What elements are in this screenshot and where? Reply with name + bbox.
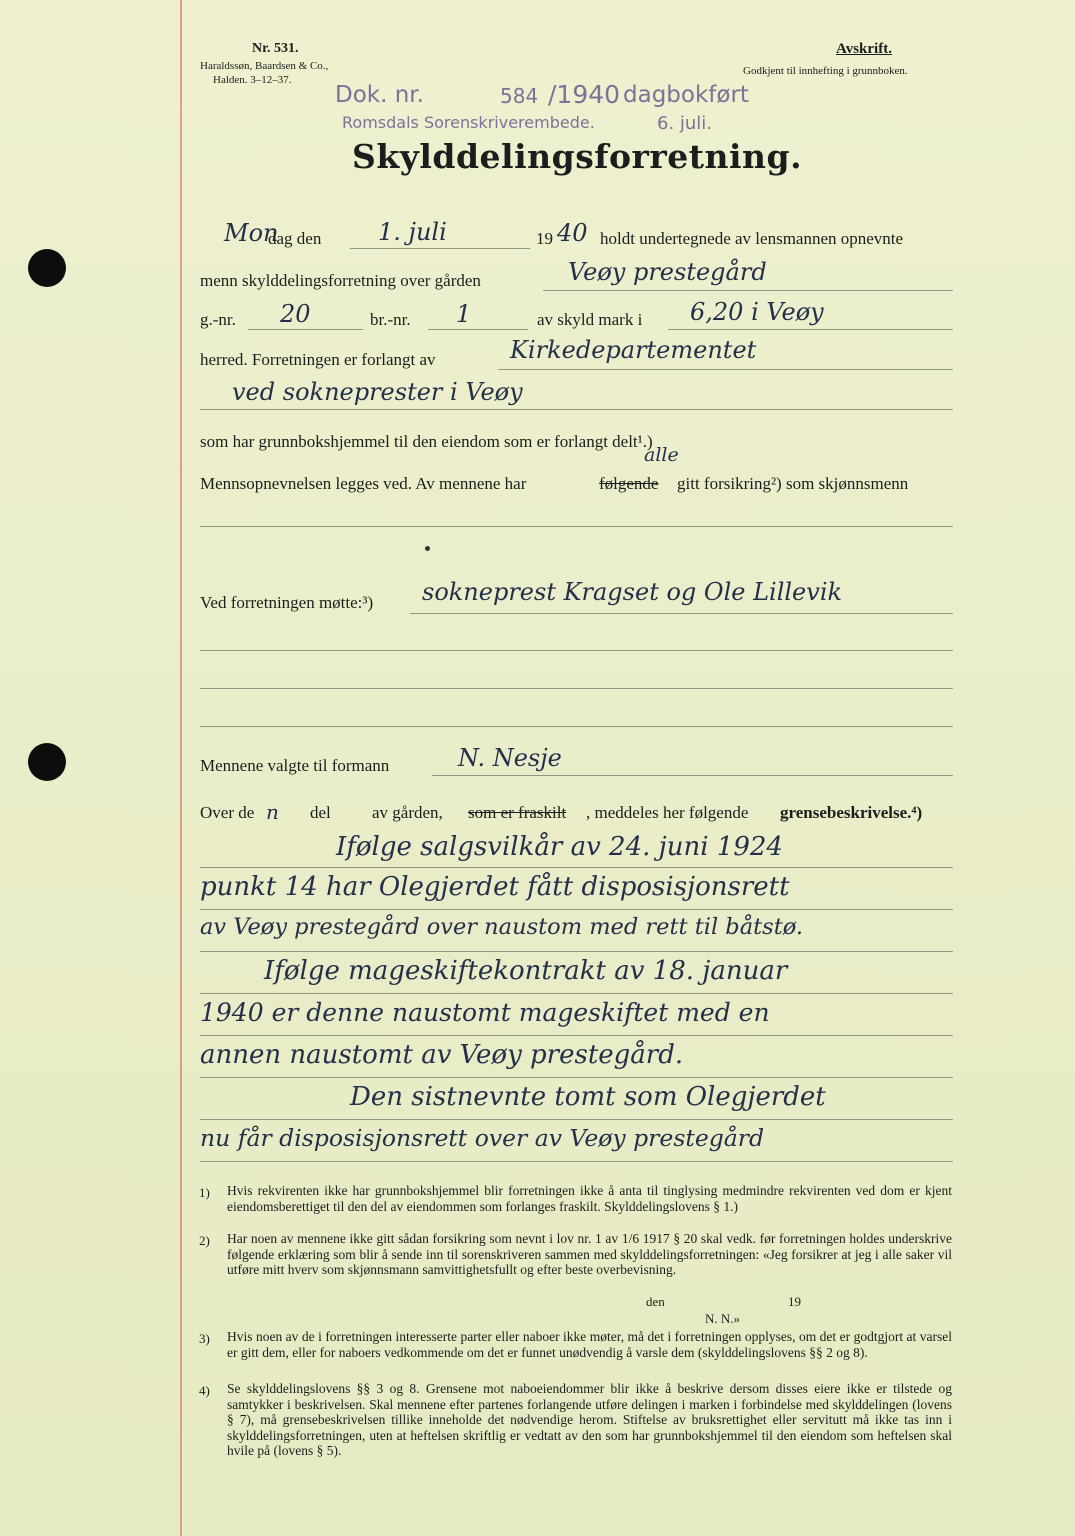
footnote-text: Se skylddelingslovens §§ 3 og 8. Grensene mot naboeiendommer blir ikke å beskrive dersom disses eiere ikke er tilstede og samtykker i beskrivelsen. Skal mennene efter partenes forlangende utføre delingen i marken i forbindelse med skylddelingen (lovens § 7), må grensebeskrivelsen tillike inneholde det nødvendige herom. Stiftelse av bruksrettighet eller servitutt må ikke tas inn i skylddelingsforretningen, uten at heftelsen skriftlig er vedtatt av den som har grunnbokshjemmel til den eiendom som heftelsen skal hvile på (lovens § 5).: [227, 1381, 952, 1458]
footnote-nn: N. N.»: [705, 1311, 741, 1326]
footnote-year: 19: [788, 1294, 801, 1309]
footnote-number: 1): [199, 1185, 210, 1200]
label-mennsopnevnelse-b: gitt forsikring²) som skjønnsmenn: [677, 474, 909, 493]
rule-body: [200, 951, 953, 952]
label-chairman: Mennene valgte til formann: [200, 756, 390, 775]
hand-gnr: 20: [280, 300, 311, 328]
footnote-text: Hvis noen av de i forretningen interesserte parter eller naboer ikke møter, må det i forretningen opplyses, om det er godtgjort at varsel er gitt dem, eller for naboers vedkommende om det er funnet unødvendig å varsle dem (skylddelingslovens §§ 2 og 8).: [227, 1329, 952, 1360]
hand-farm: Veøy prestegård: [568, 258, 767, 286]
stamp-date: 6. juli.: [657, 113, 713, 134]
hand-requested-by: Kirkedepartementet: [510, 336, 757, 364]
footnote-text: Har noen av mennene ikke gitt sådan forsikring som nevnt i lov nr. 1 av 1/6 1917 § 20 skal vedk. før forretningen holdes underskrive følgende erklæring som blir å sende inn til sorenskriveren sammen med skylddelingsforretningen: «Jeg forsikrer at jeg i alle saker vil utføre mitt hverv som skjønnsmann samvittighetsfullt og efter beste overbevisning.: [227, 1231, 952, 1277]
label-attendees: Ved forretningen møtte:³): [200, 593, 374, 612]
rule-body: [200, 867, 953, 868]
hand-body-line: nu får disposisjonsrett over av Veøy prestegård: [200, 1124, 765, 1152]
hand-body-line: Ifølge mageskiftekontrakt av 18. januar: [264, 956, 788, 986]
hand-body-line: Ifølge salgsvilkår av 24. juni 1924: [336, 832, 783, 862]
label-grensebeskrivelse: grensebeskrivelse.⁴): [780, 803, 923, 822]
rule-body: [200, 993, 953, 994]
label-mennsopnevnelse-a: Mennsopnevnelsen legges ved. Av mennene har: [200, 474, 527, 493]
rule-line7b: [200, 526, 953, 527]
rule-line8b: [200, 650, 953, 651]
rule-attendees: [410, 613, 953, 614]
rule-body: [200, 1119, 953, 1120]
label-struck-fraskilt: som er fraskilt: [468, 803, 567, 822]
punch-hole: [28, 249, 66, 287]
label-farm: menn skylddelingsforretning over gården: [200, 271, 481, 290]
document-title: Skylddelingsforretning.: [352, 137, 803, 176]
label-over-de: Over de: [200, 803, 255, 822]
label-hjemmel: som har grunnbokshjemmel til den eiendom som er forlangt delt¹.): [200, 432, 653, 451]
punch-hole: [28, 743, 66, 781]
rule-line8c: [200, 688, 953, 689]
stamp-office: Romsdals Sorenskriverembede.: [342, 113, 595, 132]
stamp-doc-number: 584: [500, 84, 539, 108]
rule-body: [200, 1161, 953, 1162]
label-del: del: [310, 803, 331, 822]
label-day: dag den: [268, 229, 322, 248]
label-av-garden: av gården,: [372, 803, 443, 822]
hand-body-line: Den sistnevnte tomt som Olegjerdet: [350, 1082, 826, 1112]
label-line1-rest: holdt undertegnede av lensmannen opnevnte: [600, 229, 904, 248]
rule-body: [200, 1077, 953, 1078]
rule-requested-by: [498, 369, 953, 370]
footnote-den: den: [646, 1294, 665, 1309]
hand-body-line: av Veøy prestegård over naustom med rett til båtstø.: [200, 914, 804, 940]
label-skyld: av skyld mark i: [537, 310, 643, 329]
rule-farm: [543, 290, 953, 291]
rule-date: [350, 248, 530, 249]
printer-line-2: Halden. 3–12–37.: [213, 74, 292, 86]
rule-bnr: [428, 329, 528, 330]
hand-day: Mon: [224, 219, 279, 247]
label-gnr: g.-nr.: [200, 310, 236, 329]
hand-chairman: N. Nesje: [458, 744, 562, 772]
rule-line5: [200, 409, 953, 410]
rule-body: [200, 909, 953, 910]
stamp-status: dagbokført: [623, 82, 749, 108]
hand-body-line: punkt 14 har Olegjerdet fått disposisjonsrett: [200, 872, 790, 902]
label-struck-folgende: følgende: [599, 474, 659, 493]
copy-label: Avskrift.: [836, 41, 892, 57]
hand-skyld: 6,20 i Veøy: [690, 298, 824, 326]
footnote-number: 2): [199, 1233, 210, 1248]
form-number: Nr. 531.: [252, 41, 299, 56]
label-meddeles: , meddeles her følgende: [586, 803, 749, 822]
stamp-year: /1940: [548, 80, 621, 109]
approval-note: Godkjent til innhefting i grunnboken.: [743, 65, 908, 77]
rule-skyld: [668, 329, 953, 330]
rule-body: [200, 1035, 953, 1036]
stamp-doc-prefix: Dok. nr.: [335, 82, 424, 108]
hand-bnr: 1: [456, 300, 472, 328]
rule-gnr: [248, 329, 363, 330]
label-bnr: br.-nr.: [370, 310, 411, 329]
hand-line5: ved sokneprester i Veøy: [232, 378, 523, 406]
footnote-text: Hvis rekvirenten ikke har grunnbokshjemmel blir forretningen ikke å anta til tinglysing medmindre rekvirenten ved dom er kjent eiendomsberettiget til den del av eiendommen som forlanges fraskilt. Skylddelingslovens § 1.): [227, 1183, 952, 1214]
footnote-number: 3): [199, 1331, 210, 1346]
hand-over-de-n: n: [266, 800, 279, 824]
hand-body-line: annen naustomt av Veøy prestegård.: [200, 1040, 684, 1070]
rule-line8d: [200, 726, 953, 727]
hand-body-line: 1940 er denne naustomt mageskiftet med en: [200, 998, 770, 1027]
label-year: 19: [536, 229, 553, 248]
margin-line: [180, 0, 182, 1536]
hand-date: 1. juli: [378, 218, 447, 246]
hand-year: 40: [557, 219, 588, 247]
label-requested-by: herred. Forretningen er forlangt av: [200, 350, 436, 369]
hand-insert-alle: alle: [644, 444, 679, 466]
printer-line-1: Haraldssøn, Baardsen & Co.,: [200, 60, 329, 72]
hand-attendees: sokneprest Kragset og Ole Lillevik: [422, 578, 843, 606]
footnote-number: 4): [199, 1383, 210, 1398]
ink-dot: [425, 546, 430, 551]
rule-chairman: [432, 775, 953, 776]
